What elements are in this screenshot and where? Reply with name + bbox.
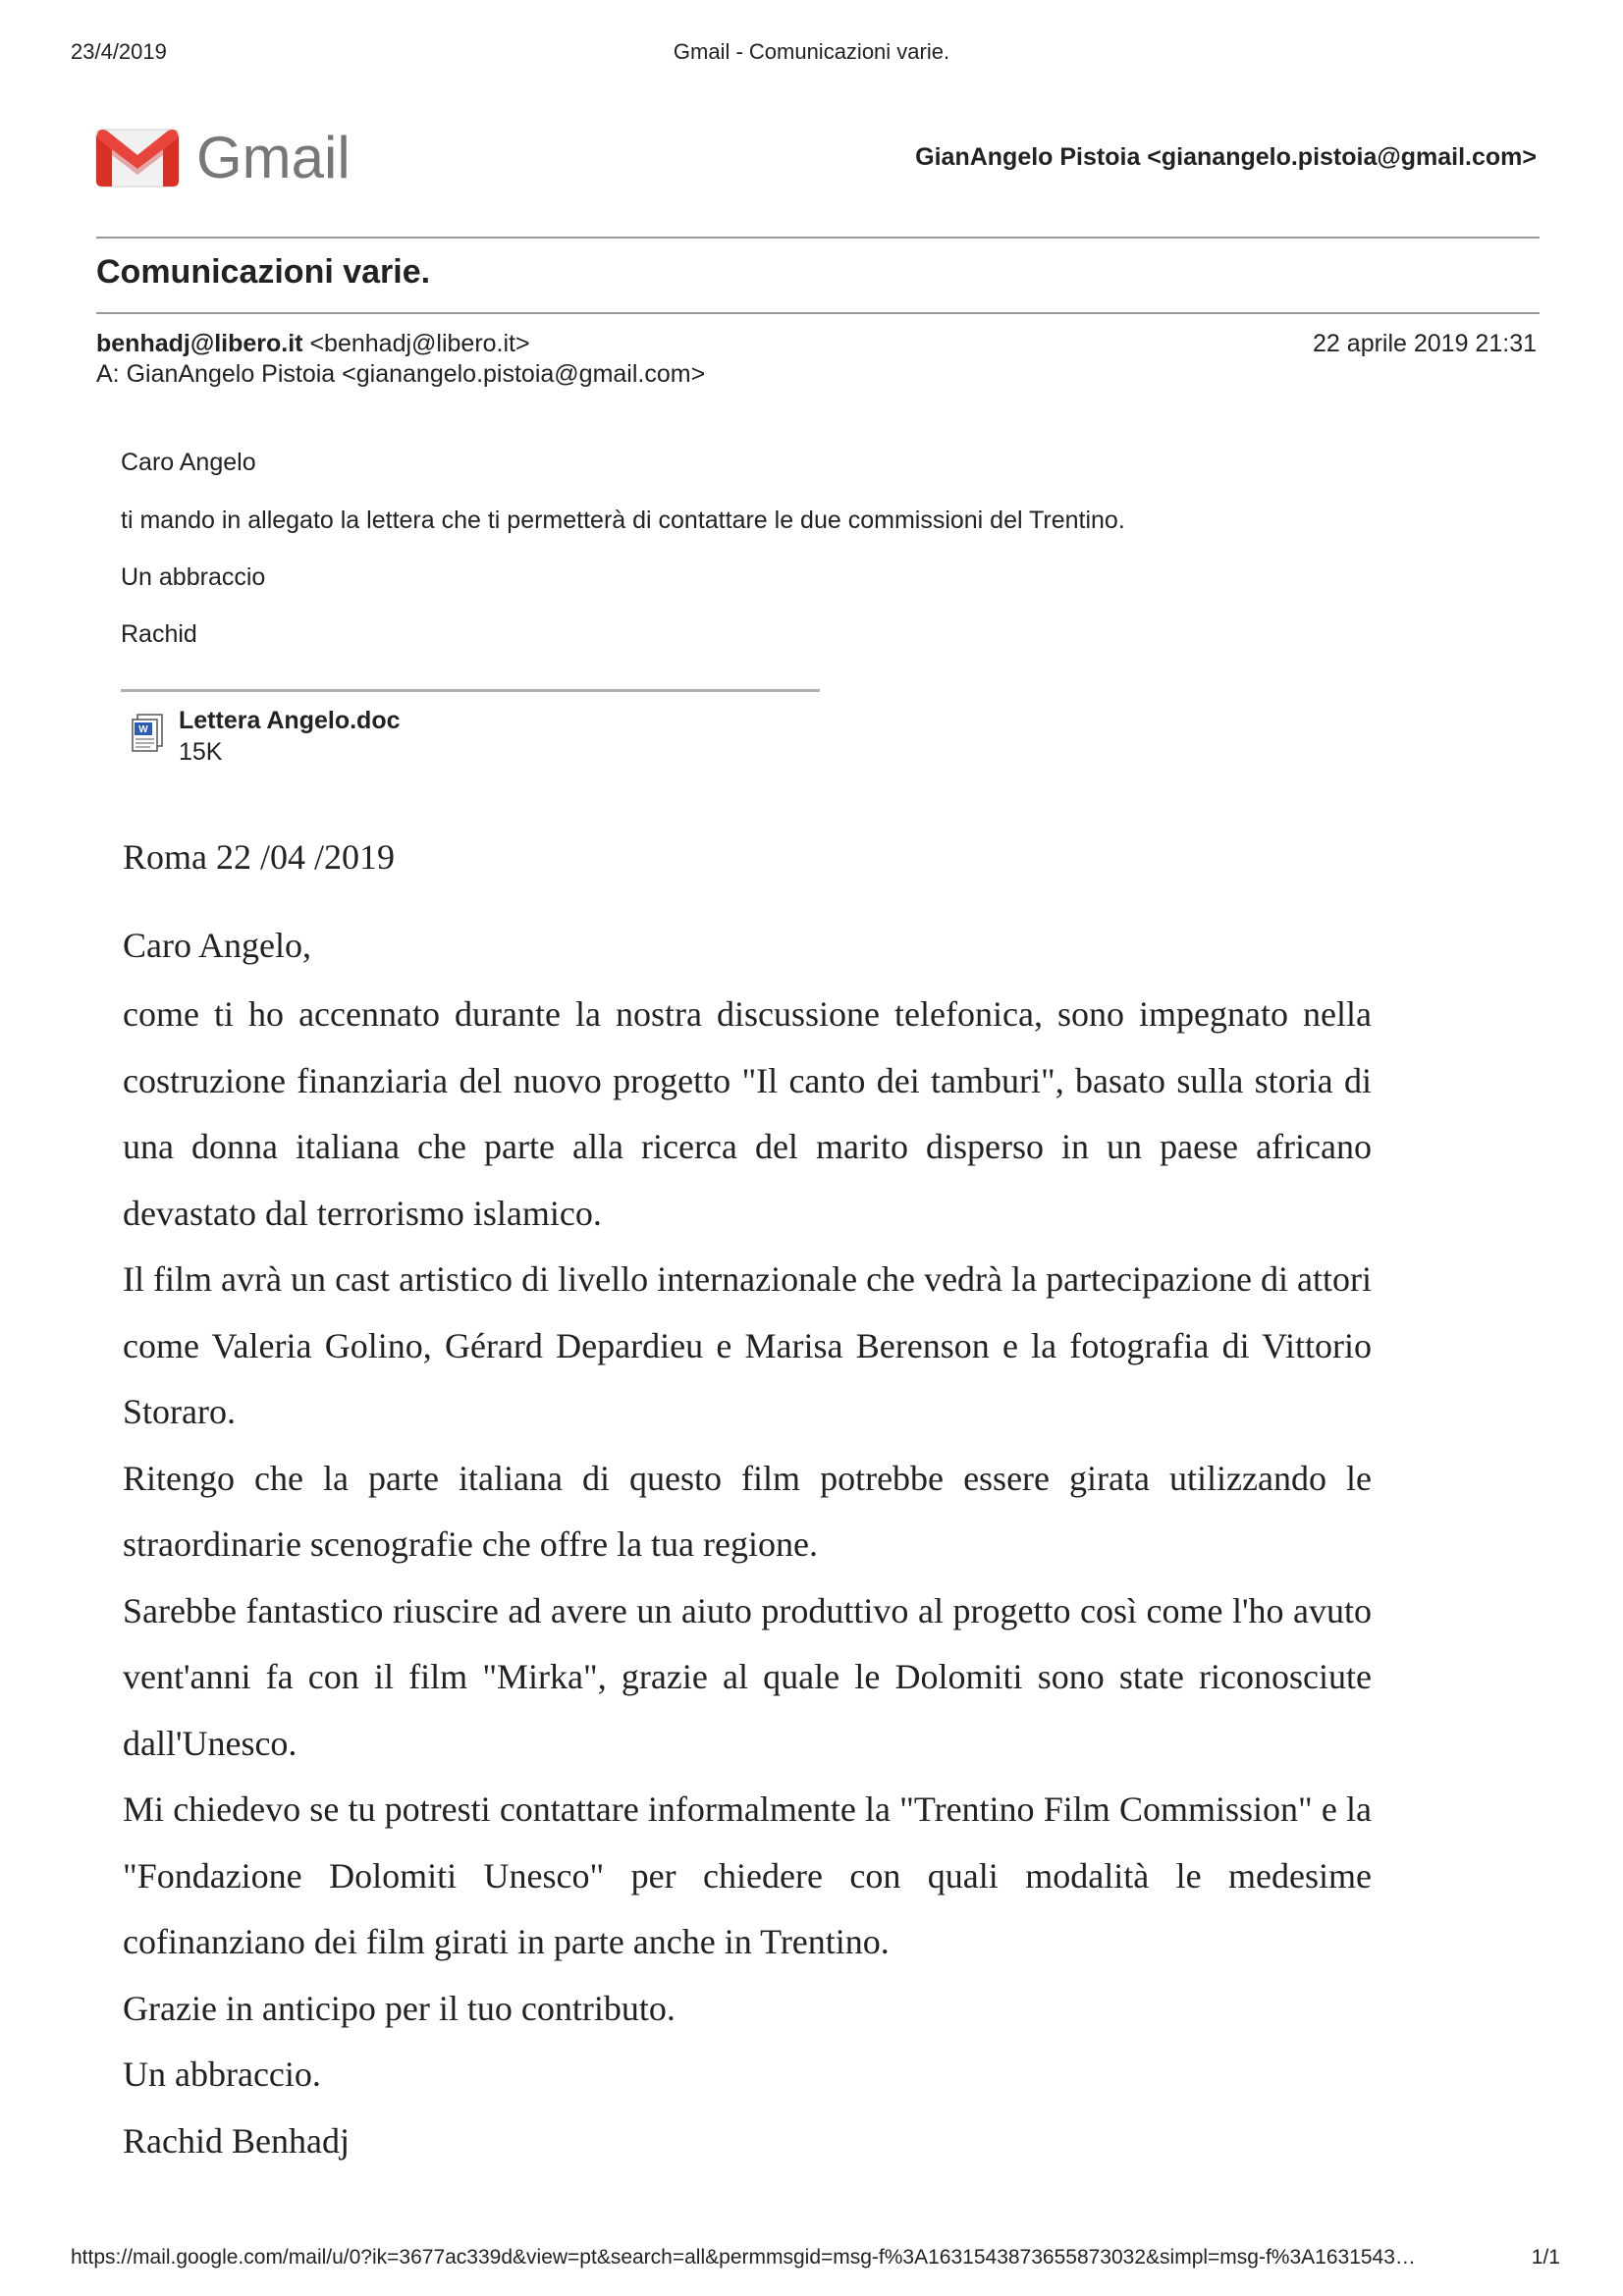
letter-paragraph: Sarebbe fantastico riuscire ad avere un aiuto produttivo al progetto così come l'ho avuto vent'anni fa con il film "Mirka", grazie al quale le Dolomiti sono state riconosciute dall'Unesco. (123, 1590, 1372, 1763)
gmail-wordmark: Gmail (196, 125, 351, 190)
account-identity: GianAngelo Pistoia <gianangelo.pistoia@gmail.com> (915, 143, 1537, 171)
letter-paragraph: Il film avrà un cast artistico di livello internazionale che vedrà la partecipazione di attori come Valeria Golino, Gérard Depardieu e Marisa Berenson e la fotografia di Vittorio Storaro. (123, 1259, 1372, 1431)
print-title: Gmail - Comunicazioni varie. (673, 39, 950, 64)
letter-paragraph: Ritengo che la parte italiana di questo film potrebbe essere girata utilizzando le straordinarie scenografie che offre la tua regione. (123, 1458, 1372, 1564)
letter-paragraph: Mi chiedevo se tu potresti contattare informalmente la "Trentino Film Commission" e la "Fondazione Dolomiti Unesco" per chiedere con quali modalità le medesime cofinanziano dei film girati in parte anche in Trentino. (123, 1789, 1372, 1961)
attachment-name[interactable]: Lettera Angelo.doc (179, 707, 401, 734)
subject-title: Comunicazioni varie. (96, 253, 431, 291)
header-divider (96, 237, 1540, 239)
subject-divider (96, 312, 1540, 314)
letter-greeting: Caro Angelo, (123, 926, 311, 965)
gmail-logo (94, 126, 350, 190)
word-document-icon[interactable] (131, 714, 164, 753)
letter-paragraph: come ti ho accennato durante la nostra discussione telefonica, sono impegnato nella costruzione finanziaria del nuovo progetto "Il canto dei tamburi", basato sulla storia di una donna italiana che parte alla ricerca del marito disperso in un paese africano devastato dal terrorismo islamico. (123, 994, 1372, 1233)
gmail-envelope-icon (94, 126, 181, 190)
letter-paragraph: Rachid Benhadj (123, 2120, 350, 2161)
sender (96, 330, 530, 358)
letter-paragraph: Grazie in anticipo per il tuo contributo. (123, 1988, 676, 2028)
print-footer-url[interactable]: https://mail.google.com/mail/u/0?ik=3677ac339d&view=pt&search=all&permmsgid=msg-f%3A1631543873655873032&simpl=msg-f%3A1631543… (71, 2246, 1416, 2269)
svg-text:W: W (138, 724, 148, 735)
letter-paragraph: Un abbraccio. (123, 2055, 321, 2094)
attachment-size: 15K (179, 738, 223, 766)
body-line: ti mando in allegato la lettera che ti permetterà di contattare le due commissioni del Trentino. (121, 507, 1125, 534)
recipient: A: GianAngelo Pistoia <gianangelo.pistoia@gmail.com> (96, 360, 706, 388)
body-line: Caro Angelo (121, 449, 256, 476)
print-date: 23/4/2019 (71, 39, 167, 64)
attachment-divider (121, 689, 820, 692)
message-date: 22 aprile 2019 21:31 (1313, 330, 1537, 357)
print-page-number: 1/1 (1531, 2246, 1560, 2269)
letter-date: Roma 22 /04 /2019 (123, 837, 395, 877)
sender-name: benhadj@libero.it (96, 330, 303, 357)
body-line: Rachid (121, 620, 197, 648)
letter-body (123, 982, 1372, 2174)
body-line: Un abbraccio (121, 563, 266, 591)
sender-email: <benhadj@libero.it> (309, 330, 530, 357)
